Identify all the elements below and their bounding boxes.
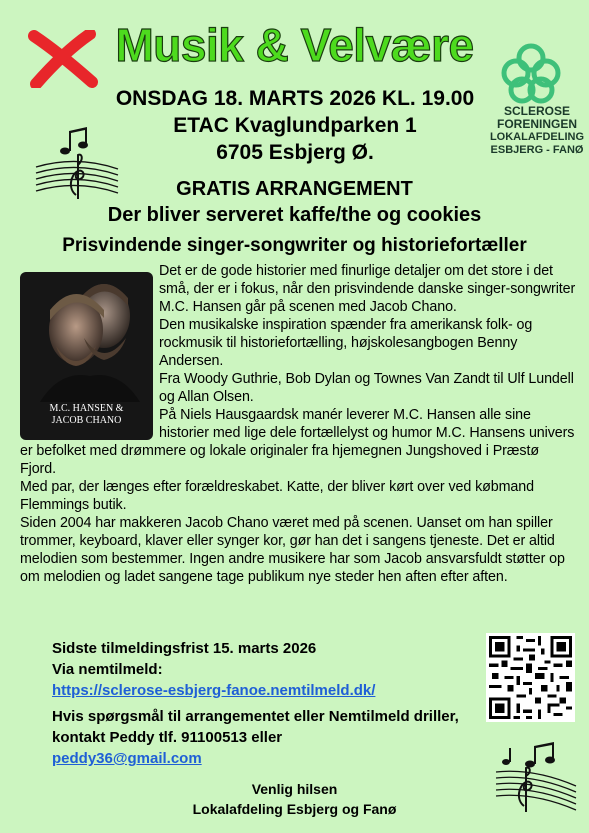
contact-text: Hvis spørgsmål til arrangementet eller Nemtilmeld driller, kontakt Peddy tlf. 91100513 eller <box>52 708 459 746</box>
registration-block <box>52 638 375 701</box>
photo-caption-line: JACOB CHANO <box>51 415 122 426</box>
photo-caption <box>20 403 153 427</box>
greeting-line: Venlig hilsen <box>251 781 338 797</box>
logo-line: SCLEROSE <box>503 104 570 118</box>
body-paragraph: Siden 2004 har makkeren Jacob Chano været med på scenen. Uanset om han spiller trommer, keyboard, klaver eller synger kor, gør han det i sangens tjeneste. Det er altid melodien som bestemmer. Ingen andre musikere har som Jacob ansvarsfuldt støtter op om melodien og ladet sangene tage publikum nye steder hen aften efter aften. <box>20 515 565 585</box>
body-paragraph: På Niels Hausgaardsk manér leverer M.C. Hansen alle sine historier med lige dele fortællelyst og humor M.C. Hansens univers er befolket med drømmere og lokale originaler fra hjemegnen Jungshoved i Præstø Fjord. <box>20 407 575 477</box>
contact-email-link[interactable]: peddy36@gmail.com <box>52 750 202 767</box>
subheading: Prisvindende singer-songwriter og historiefortæller <box>62 235 527 256</box>
body-paragraph: Det er de gode historier med finurlige detaljer om det store i det små, der er i fokus, når den prisvindende danske singer-songwriter M.C. Hansen går på scenen med Jacob Chano. <box>159 263 576 315</box>
event-date: ONSDAG 18. MARTS 2026 KL. 19.00 <box>115 87 475 110</box>
artist-portrait-image <box>20 272 153 402</box>
greeting-signature: Lokalafdeling Esbjerg og Fanø <box>192 801 397 817</box>
qr-code[interactable] <box>486 633 575 722</box>
free-event-label: GRATIS ARRANGEMENT <box>176 178 413 200</box>
logo-line: ESBJERG - FANØ <box>490 144 584 156</box>
event-city: 6705 Esbjerg Ø. <box>216 141 374 164</box>
registration-deadline: Sidste tilmeldingsfrist 15. marts 2026 <box>52 640 317 657</box>
page-title: Musik & Velvære <box>115 19 474 71</box>
body-paragraph: Med par, der længes efter forældreskabet. Katte, der bliver kørt over ved købmand Flemmings butik. <box>20 479 534 513</box>
logo-line: FORENINGEN <box>496 117 577 131</box>
refreshments-label: Der bliver serveret kaffe/the og cookies <box>107 204 482 226</box>
registration-via: Via nemtilmeld: <box>52 661 163 678</box>
body-paragraph: Fra Woody Guthrie, Bob Dylan og Townes Van Zandt til Ulf Lundell og Allan Olsen. <box>159 371 574 405</box>
artist-photo <box>20 272 153 440</box>
registration-link[interactable]: https://sclerose-esbjerg-fanoe.nemtilmeld.dk/ <box>52 682 376 699</box>
contact-block <box>52 706 472 769</box>
logo-line: LOKALAFDELING <box>489 131 585 143</box>
body-paragraph: Den musikalske inspiration spænder fra amerikansk folk- og rockmusik til historiefortælling, højskolesangbogen Benny Andersen. <box>159 317 533 369</box>
greeting <box>0 779 589 819</box>
photo-caption-line: M.C. HANSEN & <box>49 403 124 414</box>
event-venue: ETAC Kvaglundparken 1 <box>173 114 417 137</box>
